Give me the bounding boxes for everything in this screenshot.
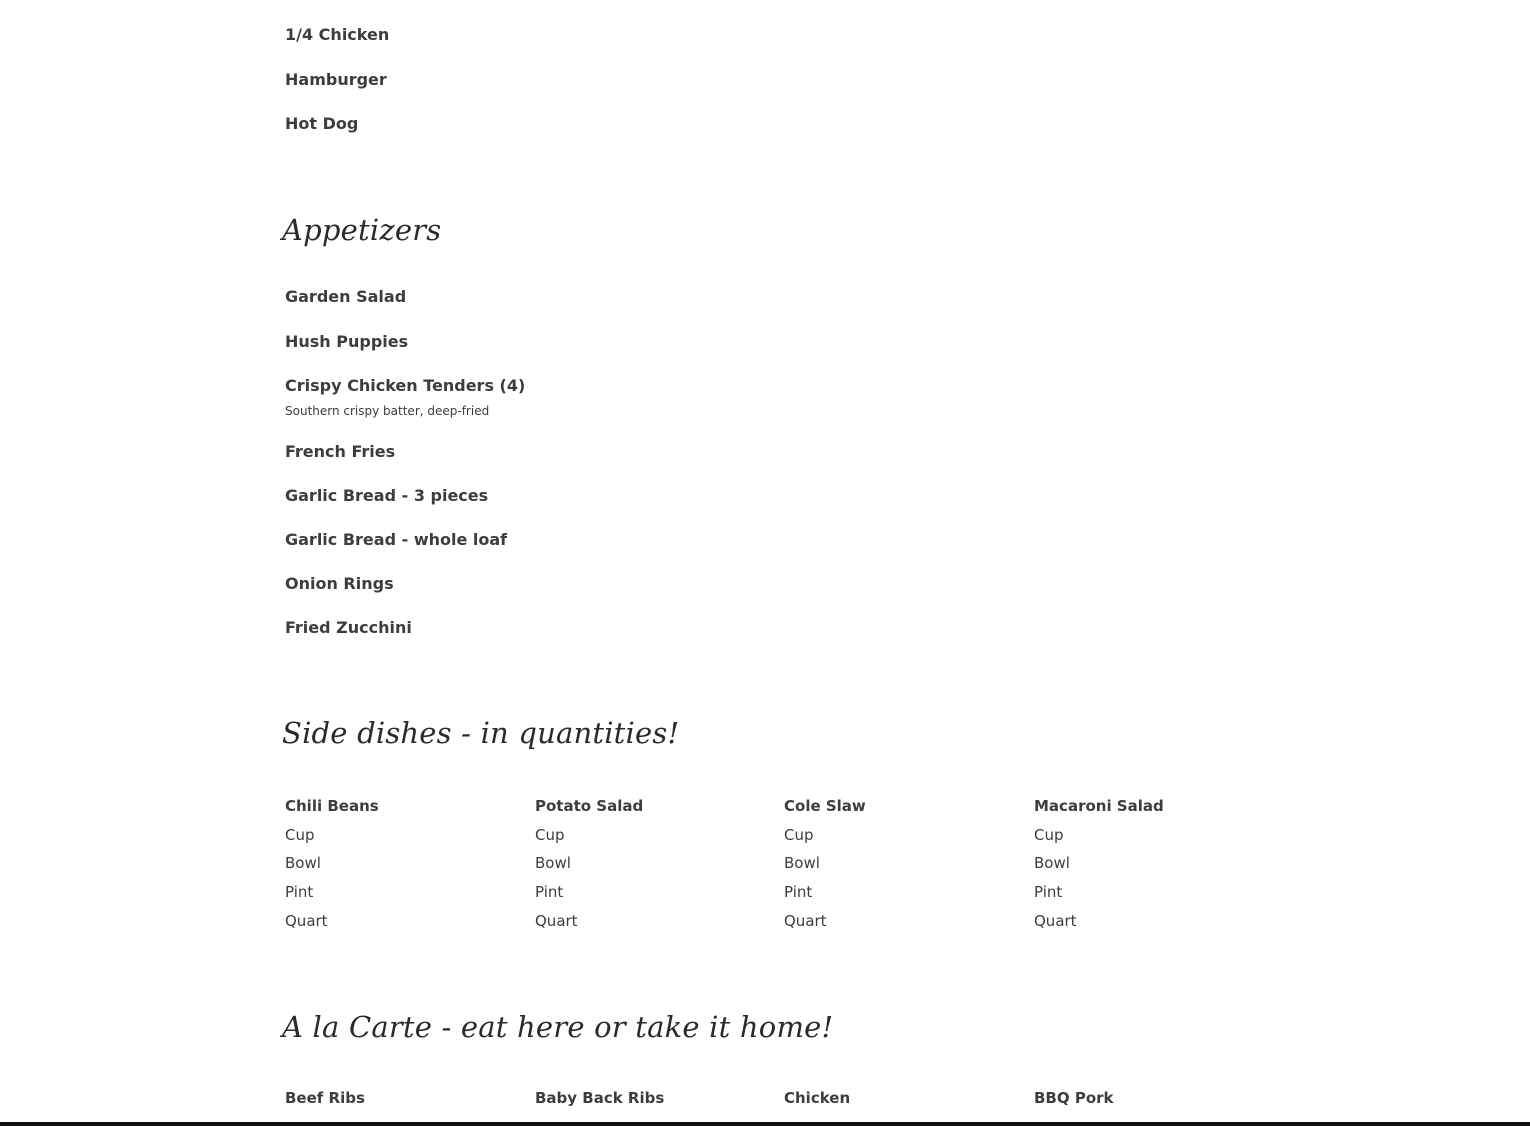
side-size-row: Pint — [784, 883, 813, 901]
menu-item-hush-puppies: Hush Puppies — [285, 332, 409, 351]
menu-item-french-fries: French Fries — [285, 442, 396, 461]
carte-column-title: Chicken — [784, 1089, 851, 1107]
menu-item-fried-zucchini: Fried Zucchini — [285, 618, 412, 637]
appetizers-heading: Appetizers — [282, 213, 442, 247]
side-size-row: Bowl — [535, 854, 571, 872]
side-size-row: Cup — [1034, 826, 1064, 844]
carte-column-title: Baby Back Ribs — [535, 1089, 665, 1107]
side-size-row: Quart — [1034, 912, 1077, 930]
side-size-row: Pint — [285, 883, 314, 901]
menu-item-chicken-tenders: Crispy Chicken Tenders (4) — [285, 376, 526, 395]
side-size-row: Pint — [1034, 883, 1063, 901]
side-size-row: Cup — [285, 826, 315, 844]
menu-item-garden-salad: Garden Salad — [285, 287, 407, 306]
carte-column-title: BBQ Pork — [1034, 1089, 1114, 1107]
menu-item-chicken-tenders-description: Southern crispy batter, deep-fried — [285, 404, 490, 418]
menu-item-hamburger: Hamburger — [285, 70, 387, 89]
carte-column-title: Beef Ribs — [285, 1089, 365, 1107]
menu-item-onion-rings: Onion Rings — [285, 574, 394, 593]
side-column-title: Cole Slaw — [784, 797, 866, 815]
menu-item-quarter-chicken: 1/4 Chicken — [285, 25, 390, 44]
menu-item-garlic-bread-3: Garlic Bread - 3 pieces — [285, 486, 489, 505]
side-dishes-heading: Side dishes - in quantities! — [282, 716, 680, 750]
side-size-row: Cup — [535, 826, 565, 844]
side-size-row: Bowl — [784, 854, 820, 872]
bottom-edge-bar — [0, 1122, 1530, 1126]
a-la-carte-heading: A la Carte - eat here or take it home! — [282, 1010, 834, 1044]
side-column-title: Chili Beans — [285, 797, 379, 815]
side-size-row: Bowl — [1034, 854, 1070, 872]
side-size-row: Pint — [535, 883, 564, 901]
side-size-row: Bowl — [285, 854, 321, 872]
side-column-title: Potato Salad — [535, 797, 644, 815]
side-column-title: Macaroni Salad — [1034, 797, 1164, 815]
menu-item-hot-dog: Hot Dog — [285, 114, 359, 133]
side-size-row: Quart — [784, 912, 827, 930]
side-size-row: Cup — [784, 826, 814, 844]
menu-item-garlic-bread-loaf: Garlic Bread - whole loaf — [285, 530, 508, 549]
side-size-row: Quart — [285, 912, 328, 930]
side-size-row: Quart — [535, 912, 578, 930]
